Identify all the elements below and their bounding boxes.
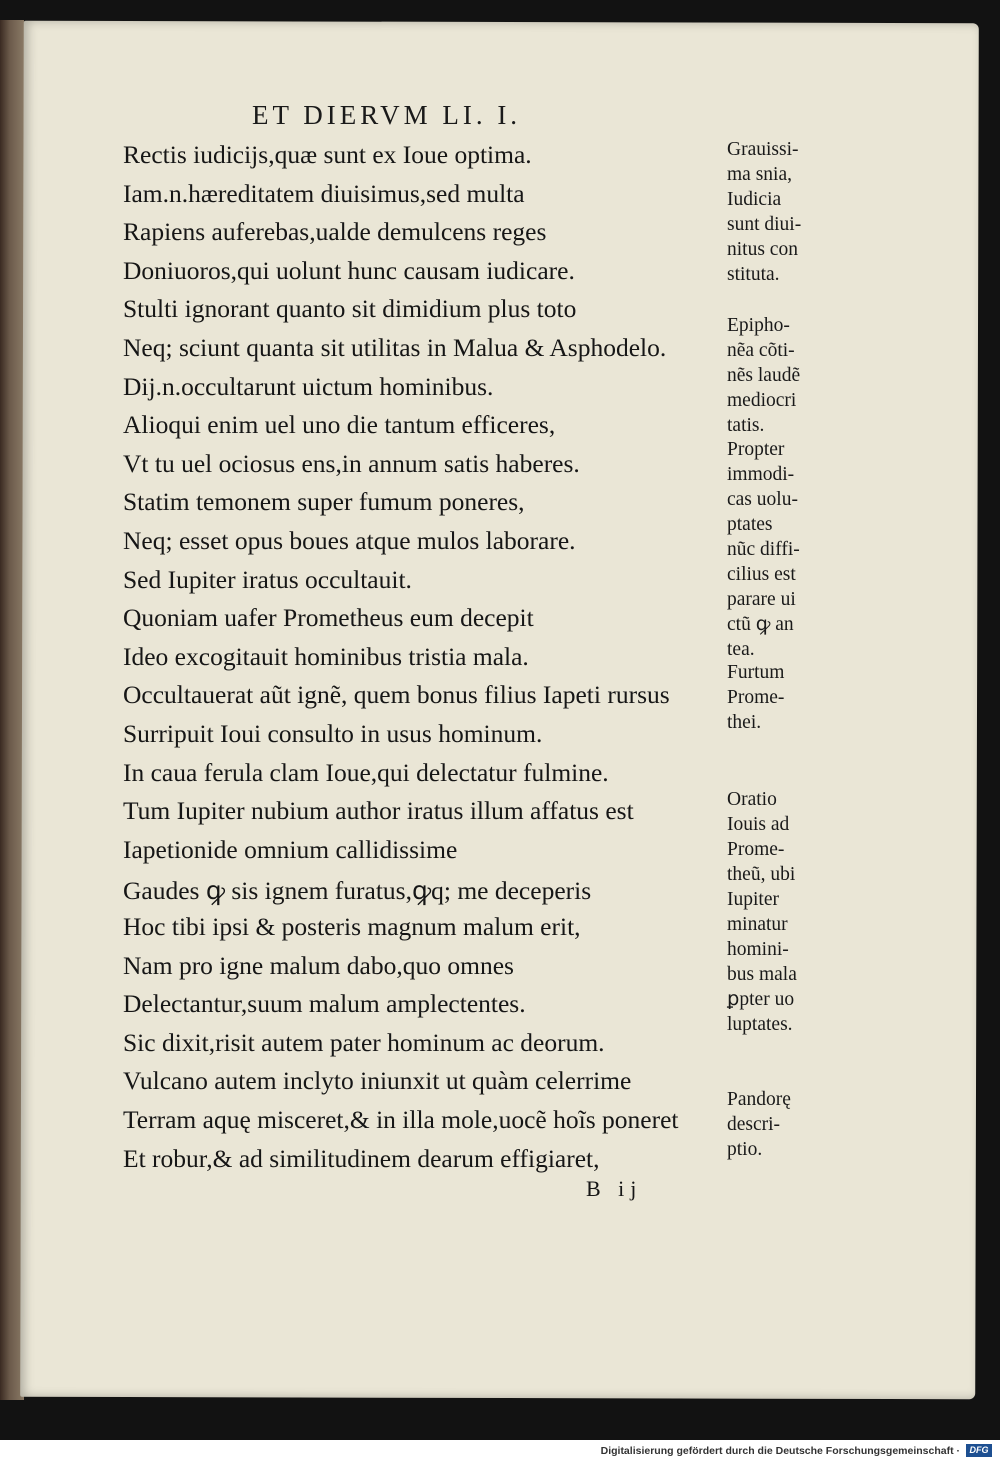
verse-line: Neq; sciunt quanta sit utilitas in Malua & Asphodelo. — [123, 333, 667, 362]
marginal-note-line: cilius est — [727, 564, 796, 585]
verse-line: Quoniam uafer Prometheus eum decepit — [123, 603, 534, 633]
marginal-note-line: homini- — [727, 939, 789, 960]
marginal-note-line: theũ, ubi — [727, 864, 796, 885]
marginal-note-line: nũc diffi- — [727, 539, 800, 560]
verse-line: Alioqui enim uel uno die tantum efficeres, — [123, 410, 556, 440]
marginal-note-line: bus mala — [727, 964, 797, 985]
verse-line: Terram aquę misceret,& in illa mole,uocẽ hoĩs poneret — [123, 1105, 679, 1134]
verse-line: Rapiens auferebas,ualde demulcens reges — [123, 217, 547, 247]
marginal-note-line: Iouis ad — [727, 814, 790, 835]
marginal-note-line: tatis. — [727, 415, 765, 436]
marginal-note-line: ctũ ꝙ an — [727, 614, 794, 635]
marginal-note-line: ꝑpter uo — [727, 989, 795, 1010]
verse-line: Sed Iupiter iratus occultauit. — [123, 564, 412, 594]
verse-line: Gaudes ꝙ sis ignem furatus,ꝙq; me deceperis — [123, 876, 592, 906]
verse-line: Delectantur,suum malum amplectentes. — [123, 989, 526, 1019]
marginal-note-line: Oratio — [727, 789, 777, 810]
verse-line: Surripuit Ioui consulto in usus hominum. — [123, 719, 543, 748]
dfg-logo: DFG — [966, 1444, 992, 1457]
marginal-note-line: Prome- — [727, 687, 785, 708]
verse-line: Vulcano autem inclyto iniunxit ut quàm celerrime — [123, 1066, 632, 1096]
verse-line: Et robur,& ad similitudinem dearum effigiaret, — [123, 1143, 600, 1173]
marginal-note — [727, 313, 800, 438]
marginal-note-line: nitus con — [727, 239, 798, 260]
marginal-note-line: nẽs laudẽ — [727, 365, 801, 386]
marginal-note-line: Furtum — [727, 662, 785, 683]
marginal-note-line: Iupiter — [727, 889, 779, 910]
verse-line: Nam pro igne malum dabo,quo omnes — [123, 950, 514, 980]
marginal-note-line: tea. — [727, 639, 755, 660]
marginal-note-line: Pandorę — [727, 1089, 791, 1110]
marginal-note-line: Epipho- — [727, 315, 790, 336]
marginal-note — [727, 137, 801, 287]
marginal-note — [727, 660, 784, 735]
verse-line: Hoc tibi ipsi & posteris magnum malum erit, — [123, 912, 581, 941]
marginal-note — [727, 437, 800, 662]
marginal-note-line: minatur — [727, 914, 788, 935]
marginal-note-line: ptates — [727, 514, 773, 535]
verse-line: Doniuoros,qui uolunt hunc causam iudicare. — [123, 255, 575, 285]
marginal-note-line: immodi- — [727, 464, 795, 485]
running-head: ET DIERVM LI. I. — [252, 100, 522, 130]
marginal-note-line: ptio. — [727, 1139, 763, 1160]
marginal-note-line: Prome- — [727, 839, 785, 860]
marginal-note-line: Grauissi- — [727, 139, 799, 160]
verse-line: Rectis iudicijs,quæ sunt ex Ioue optima. — [123, 140, 532, 169]
verse-line: Vt tu uel ociosus ens,in annum satis haberes. — [123, 448, 580, 478]
marginal-note-line: nẽa cõti- — [727, 340, 795, 361]
verse-line: Sic dixit,risit autem pater hominum ac deorum. — [123, 1027, 605, 1057]
verse-line: In caua ferula clam Ioue,qui delectatur fulmine. — [123, 757, 609, 787]
verse-line: Stulti ignorant quanto sit dimidium plus toto — [123, 294, 577, 324]
marginal-note-line: descri- — [727, 1114, 781, 1135]
footer-credit: Digitalisierung gefördert durch die Deutsche Forschungsgemeinschaft · — [600, 1445, 960, 1457]
marginal-note-line: thei. — [727, 712, 762, 733]
verse-line: Statim temonem super fumum poneres, — [123, 487, 525, 517]
marginal-note-line: Iudicia — [727, 189, 782, 210]
signature-mark: B ij — [586, 1176, 643, 1201]
verse-line: Ideo excogitauit hominibus tristia mala. — [123, 641, 529, 671]
marginal-note-line: ma snia, — [727, 164, 792, 185]
marginal-note-line: parare ui — [727, 589, 796, 610]
verse-line: Tum Iupiter nubium author iratus illum affatus est — [123, 796, 634, 826]
marginal-note — [727, 1087, 791, 1162]
verse-line: Iam.n.hæreditatem diuisimus,sed multa — [123, 178, 525, 208]
marginal-note — [727, 787, 797, 1037]
marginal-note-line: stituta. — [727, 264, 780, 285]
marginal-note-line: luptates. — [727, 1014, 793, 1035]
marginal-note-line: mediocri — [727, 390, 797, 411]
marginal-note-line: Propter — [727, 439, 785, 460]
verse-line: Occultauerat aũt ignẽ, quem bonus filius Iapeti rursus — [123, 680, 670, 710]
marginal-note-line: sunt diui- — [727, 214, 802, 235]
verse-line: Neq; esset opus boues atque mulos laborare. — [123, 526, 576, 555]
verse-line: Iapetionide omnium callidissime — [123, 834, 458, 864]
marginal-note-line: cas uolu- — [727, 489, 798, 510]
verse-line: Dij.n.occultarunt uictum hominibus. — [123, 371, 494, 401]
